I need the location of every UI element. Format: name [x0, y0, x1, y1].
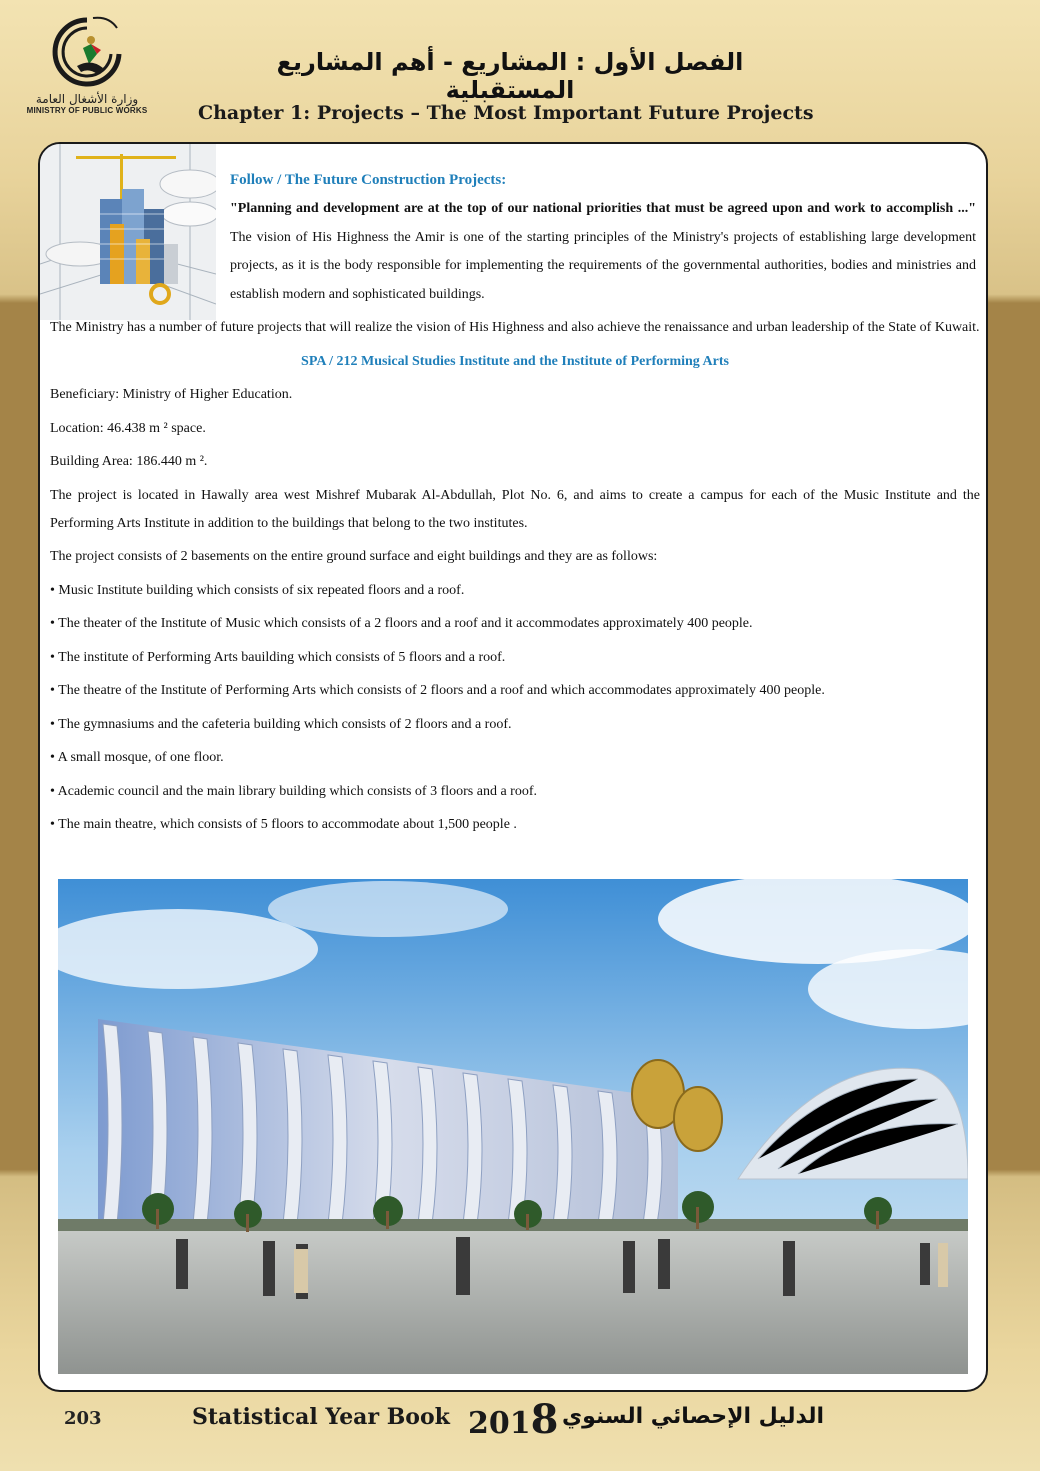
list-item: • The gymnasiums and the cafeteria building which consists of 2 floors and a roof. [50, 716, 512, 732]
intro-paragraph [230, 195, 976, 309]
ministry-emblem-icon [47, 14, 127, 90]
institute-rendering-image [58, 879, 968, 1374]
list-item: • The theater of the Institute of Music which consists of a 2 floors and a roof and it accommodates approximately 400 people. [50, 616, 753, 631]
footer-year [468, 1396, 558, 1443]
intro-section [230, 172, 976, 309]
content-panel [38, 142, 988, 1392]
page-number: 203 [64, 1408, 102, 1429]
location-line: Location: 46.438 m ² space. [50, 420, 206, 436]
building-area-line: Building Area: 186.440 m ². [50, 454, 208, 469]
list-item: • The main theatre, which consists of 5 floors to accommodate about 1,500 people . [50, 817, 517, 832]
footer-year-suffix: 8 [530, 1396, 559, 1443]
footer-title: Statistical Year Book [192, 1404, 450, 1430]
project-consists-paragraph: The project consists of 2 basements on the entire ground surface and eight buildings and they are as follows: [50, 549, 658, 564]
list-item: • A small mosque, of one floor. [50, 750, 224, 765]
intro-quote: "Planning and development are at the top of our national priorities that must be agreed upon and work to accomplish ..." [230, 201, 976, 216]
page-header [0, 0, 1040, 140]
logo-english-name: MINISTRY OF PUBLIC WORKS [26, 106, 148, 115]
list-item: • The institute of Performing Arts bauilding which consists of 5 floors and a roof. [50, 649, 506, 665]
list-item: • Music Institute building which consists of six repeated floors and a roof. [50, 582, 465, 598]
project-location-paragraph: The project is located in Hawally area west Mishref Mubarak Al-Abdullah, Plot No. 6, and aims to create a campus for each of the Music Institute and the Performing Arts Institute in addition to the buildings that belong to the two institutes. [50, 487, 980, 531]
construction-illustration [40, 144, 216, 320]
logo-arabic-name: وزارة الأشغال العامة [35, 92, 139, 106]
main-content [50, 314, 980, 839]
beneficiary-line: Beneficiary: Ministry of Higher Education. [50, 387, 293, 402]
ministry-projects-paragraph: The Ministry has a number of future projects that will realize the vision of His Highness and also achieve the renaissance and urban leadership of the State of Kuwait. [50, 320, 980, 335]
chapter-title-arabic: الفصل الأول : المشاريع - أهم المشاريع المستقبلية [276, 48, 744, 104]
ministry-logo [22, 14, 152, 126]
footer-title-arabic: الدليل الإحصائي السنوي [562, 1404, 825, 1429]
chapter-title-english: Chapter 1: Projects – The Most Important Future Projects [198, 102, 814, 124]
list-item: • Academic council and the main library building which consists of 3 floors and a roof. [50, 783, 538, 799]
project-subtitle: SPA / 212 Musical Studies Institute and the Institute of Performing Arts [301, 353, 729, 369]
footer-year-prefix: 201 [468, 1406, 531, 1441]
intro-title: Follow / The Future Construction Projects: [230, 172, 507, 188]
intro-text: The vision of His Highness the Amir is one of the starting principles of the Ministry's projects of establishing large development projects, as it is the body responsible for implementing the requirements of the governmental authorities, bodies and ministries and establish modern and sophisticated buildings. [230, 229, 976, 302]
list-item: • The theatre of the Institute of Performing Arts which consists of 2 floors and a roof and which accommodates approximately 400 people. [50, 683, 825, 698]
